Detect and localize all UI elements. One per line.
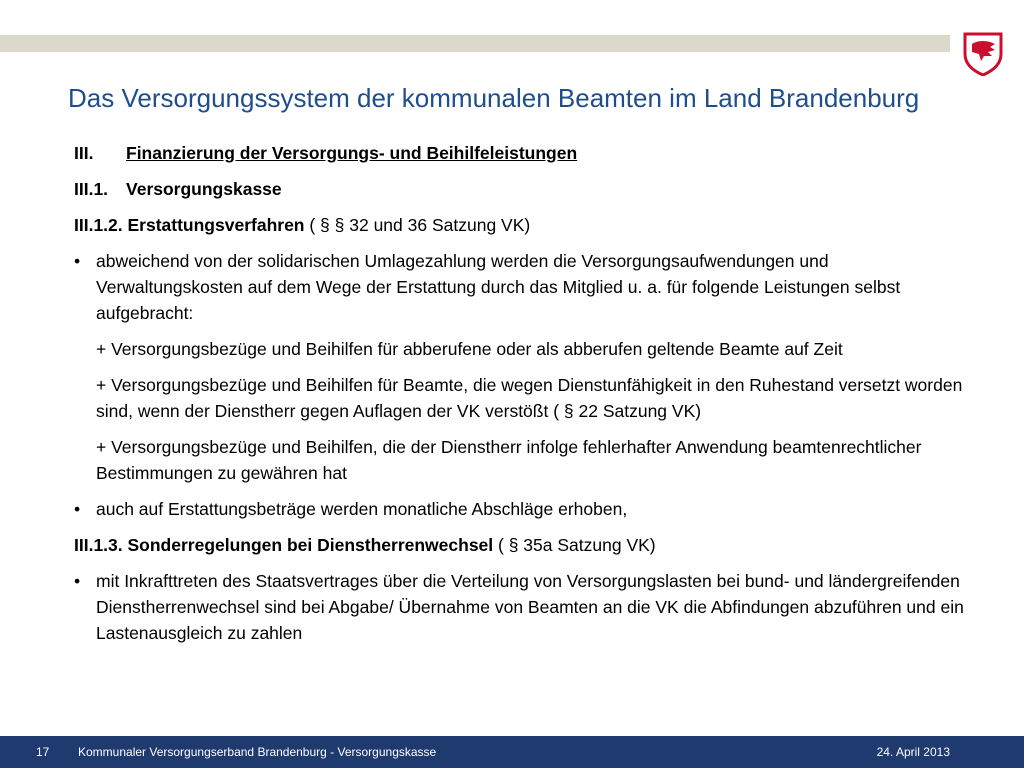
sub-item: + Versorgungsbezüge und Beihilfen für abberufene oder als abberufen geltende Beamte auf Zeit: [96, 339, 843, 359]
section-112-heading: III.1.2. Erstattungsverfahren: [74, 215, 305, 235]
section-heading-line: [74, 140, 974, 166]
footer-organization: Kommunaler Versorgungserband Brandenburg - Versorgungskasse: [78, 745, 437, 759]
bullet-text: mit Inkrafttreten des Staatsvertrages über die Verteilung von Versorgungslasten bei bund- und ländergreifenden Dienstherrenwechsel sind bei Abgabe/ Übernahme von Beamten an die VK die Abfindungen abzuführen und ein Lastenausgleich zu zahlen: [96, 571, 964, 643]
list-item: [74, 248, 974, 326]
bullet-text: auch auf Erstattungsbeträge werden monatliche Abschläge erhoben,: [96, 499, 628, 519]
subsection-heading-line: [74, 176, 974, 202]
footer-date: 24. April 2013: [876, 745, 950, 759]
subsection-number: III.1.: [74, 179, 109, 199]
subsection-heading: Versorgungskasse: [126, 179, 282, 199]
bullet-mark: •: [74, 571, 81, 591]
eagle-shield-logo-icon: [962, 30, 1004, 76]
section-number: III.: [74, 143, 94, 163]
bullet-mark: •: [74, 499, 81, 519]
section-113-reference: ( § 35a Satzung VK): [493, 535, 656, 555]
page-title: Das Versorgungssystem der kommunalen Beamten im Land Brandenburg: [68, 83, 920, 113]
page-number: 17: [36, 745, 50, 759]
bullet-text: abweichend von der solidarischen Umlagezahlung werden die Versorgungsaufwendungen und Verwaltungskosten auf dem Wege der Erstattung durch das Mitglied u. a. für folgende Leistungen selbst aufgebracht:: [96, 251, 901, 323]
section-112-line: [74, 212, 974, 238]
section-112-reference: ( § § 32 und 36 Satzung VK): [304, 215, 531, 235]
section-113-heading: III.1.3. Sonderregelungen bei Dienstherrenwechsel: [74, 535, 494, 555]
section-heading: Finanzierung der Versorgungs- und Beihilfeleistungen: [126, 143, 578, 163]
section-113-line: [74, 532, 974, 558]
bullet-mark: •: [74, 251, 81, 271]
list-item: [74, 496, 974, 522]
footer-bar: [0, 736, 1024, 768]
sub-item: + Versorgungsbezüge und Beihilfen für Beamte, die wegen Dienstunfähigkeit in den Ruhestand versetzt worden sind, wenn der Dienstherr gegen Auflagen der VK verstößt ( § 22 Satzung VK): [96, 375, 963, 421]
list-item: [74, 568, 974, 646]
top-decor-bar: [0, 35, 950, 52]
sub-item: + Versorgungsbezüge und Beihilfen, die der Dienstherr infolge fehlerhafter Anwendung beamtenrechtlicher Bestimmungen zu gewähren hat: [96, 437, 922, 483]
slide-content: [74, 140, 974, 656]
